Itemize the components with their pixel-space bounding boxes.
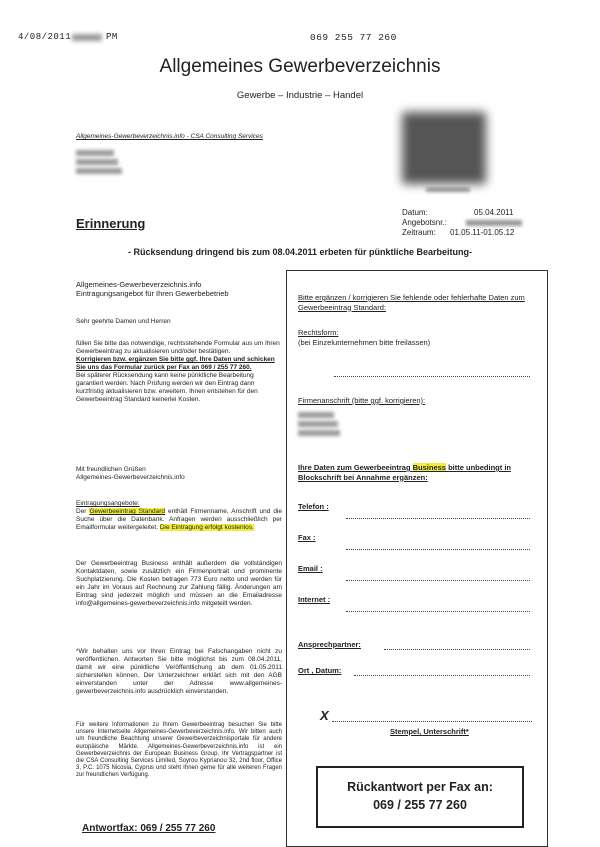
meta-datum <box>402 208 513 217</box>
fax-date: 4/08/2011 <box>18 32 72 42</box>
meta-datum-label: Datum: <box>402 208 428 217</box>
urgent-notice: - Rücksendung dringend bis zum 08.04.2011 erbeten für pünktliche Bearbeitung- <box>127 247 473 257</box>
offer-text: enthält Firmenname, Anschrift und die Suche über die Datenbank. Anfragen werden ausschließlich per Emailformular weitergeleitet. <box>76 508 282 531</box>
left-heading-1: Allgemeines-Gewerbeverzeichnis.info <box>76 280 202 289</box>
ort-label: Ort , Datum: <box>298 666 342 675</box>
rechtsform-label: Rechtsform: <box>298 328 339 337</box>
offer-title: Eintragungsangebote: <box>76 500 140 507</box>
rechtsform-input[interactable] <box>334 375 530 377</box>
reply-fax-line-2: 069 / 255 77 260 <box>373 798 467 812</box>
left-heading <box>76 280 282 298</box>
closing-greeting: Mit freundlichen Grüßen <box>76 466 146 473</box>
fax-input[interactable] <box>346 548 530 550</box>
intro-correct-text: Korrigieren bzw. ergänzen Sie bitte ggf. Ihre Daten und schicken Sie uns das Formular zurück per Fax an 069 / 255 77 260. <box>76 356 275 371</box>
fax-pm: PM <box>106 32 118 42</box>
business-form-intro <box>298 463 534 482</box>
telefon-input[interactable] <box>346 517 530 519</box>
reply-fax-box <box>316 766 524 828</box>
business-form-pre: Ihre Daten zum Gewerbeeintrag <box>298 463 411 472</box>
intro-timing-text: Bei späterer Rücksendung kann keine pünktliche Bearbeitung garantiert werden. Nach Prüfung werden wir den Eintrag dann kurzfristig aktualisieren bzw. erweitern. Ihnen entstehen für den Gewerbeeintrag Standard keinerlei Kosten. <box>76 372 258 403</box>
fax-number: 069 255 77 260 <box>310 32 397 43</box>
sender-line: Allgemeines-Gewerbeverzeichnis.info - CSA Consulting Services <box>76 133 263 140</box>
reminder-heading: Erinnerung <box>76 216 146 231</box>
meta-zeitraum-label: Zeitraum: <box>402 228 436 237</box>
intro-block <box>76 340 282 404</box>
closing-block <box>76 466 282 482</box>
offer-block <box>76 500 282 532</box>
recipient-address-redacted <box>76 150 114 156</box>
ansprech-label: Ansprechpartner: <box>298 640 361 649</box>
business-block: Der Gewerbeeintrag Business enthält außerdem die vollständigen Kontaktdaten, sowie zusätzlich ein Firmenportrait und prominente Suchplatzierung. Die Kosten betragen 773 Euro netto und werden für ein Jahr im Voraus auf Rechnung zur Zahlung fällig. Änderungen am Eintrag sind jederzeit möglich und müssen an die Emailadresse info@allgemeines-gewerbeverzeichnis.info mitgeteilt werden. <box>76 560 282 607</box>
info-block: Für weitere Informationen zu Ihrem Gewerbeeintrag besuchen Sie bitte unsere Internetseite Allgemeines-Gewerbeverzeichnis.info. Wir bitten auch um freundliche Beachtung unserer Gewerbeverzeichnisportale für andere europäische Märkte. Allgemeines-Gewerbeverzeichnis.info ist ein Gewerbeverzeichnis der European Business Group. Ihr Vertragspartner ist die CSA Consulting Services Limited, Soyrou Kyprianou 32, 2nd floor, Office 3, P.C. 1075 Nicosia, Cyprus und steht Ihnen gerne für alle weiteren Fragen zur freundlichen Verfügung. <box>76 722 282 779</box>
signature-input[interactable] <box>332 720 532 722</box>
closing-company: Allgemeines-Gewerbeverzeichnis.info <box>76 474 185 481</box>
offer-highlight: Gewerbeeintrag Standard <box>89 508 166 515</box>
signature-x: X <box>320 708 329 723</box>
offer-free: Die Eintragung erfolgt kostenlos. <box>159 524 254 531</box>
reply-fax-line-1: Rückantwort per Fax an: <box>347 780 493 794</box>
intro-text: füllen Sie bitte das notwendige, rechtsstehende Formular aus um Ihren Gewerbeeintrag zu aktualisieren und/oder bestätigen. <box>76 340 280 355</box>
page-title: Allgemeines Gewerbeverzeichnis <box>159 56 441 77</box>
meta-angebot <box>402 218 522 227</box>
firmen-label: Firmenanschrift (bitte ggf. korrigieren): <box>298 396 426 405</box>
meta-angebot-redacted <box>466 220 522 226</box>
meta-angebot-label: Angebotsnr.: <box>402 218 447 227</box>
telefon-label: Telefon : <box>298 502 329 511</box>
page-subtitle: Gewerbe – Industrie – Handel <box>236 90 364 101</box>
firmen-address-redacted <box>298 421 338 427</box>
email-label: Email : <box>298 564 323 573</box>
ort-input[interactable] <box>354 674 530 676</box>
signature-caption: Stempel, Unterschrift* <box>390 727 469 736</box>
firmen-address-redacted <box>298 430 340 436</box>
business-form-post: bitte unbedingt in Blockschrift bei Annahme ergänzen: <box>298 463 511 482</box>
recipient-address-redacted <box>76 168 122 174</box>
barcode-redacted <box>402 112 486 184</box>
meta-zeitraum <box>402 228 514 237</box>
fax-label: Fax : <box>298 533 316 542</box>
firmen-address-redacted <box>298 412 334 418</box>
answer-fax-number: Antwortfax: 069 / 255 77 260 <box>82 823 216 834</box>
reply-form <box>286 270 548 847</box>
internet-label: Internet : <box>298 595 331 604</box>
meta-datum-value: 05.04.2011 <box>474 208 514 217</box>
form-intro: Bitte ergänzen / korrigieren Sie fehlende oder fehlerhafte Daten zum Gewerbeeintrag Standard: <box>298 293 525 312</box>
meta-zeitraum-value: 01.05.11-01.05.12 <box>450 228 515 237</box>
barcode-caption-redacted <box>426 187 470 192</box>
legal-block: *Wir behalten uns vor Ihren Eintrag bei Falschangaben nicht zu veröffentlichen. Antworten Sie bitte möglichst bis zum 08.04.2011, damit wir eine pünktliche Veröffentlichung ab dem 01.05.2011 sicherstellen können. Der Unterzeichner erklärt sich mit den AGB einverstanden unter der Adresse www.allgemeines-gewerbeverzeichnis.info ausdrücklich einverstanden. <box>76 648 282 695</box>
ansprech-input[interactable] <box>384 648 530 650</box>
recipient-address-redacted <box>76 159 118 165</box>
greeting: Sehr geehrte Damen und Herren <box>76 318 171 325</box>
email-input[interactable] <box>346 579 530 581</box>
fax-time-redacted <box>72 34 102 41</box>
business-form-highlight: Business <box>412 463 446 472</box>
left-heading-2: Eintragungsangebot für Ihren Gewerbebetrieb <box>76 289 229 298</box>
rechtsform-hint: (bei Einzelunternehmen bitte freilassen) <box>298 338 431 347</box>
offer-pre: Der <box>76 508 87 515</box>
internet-input[interactable] <box>346 610 530 612</box>
